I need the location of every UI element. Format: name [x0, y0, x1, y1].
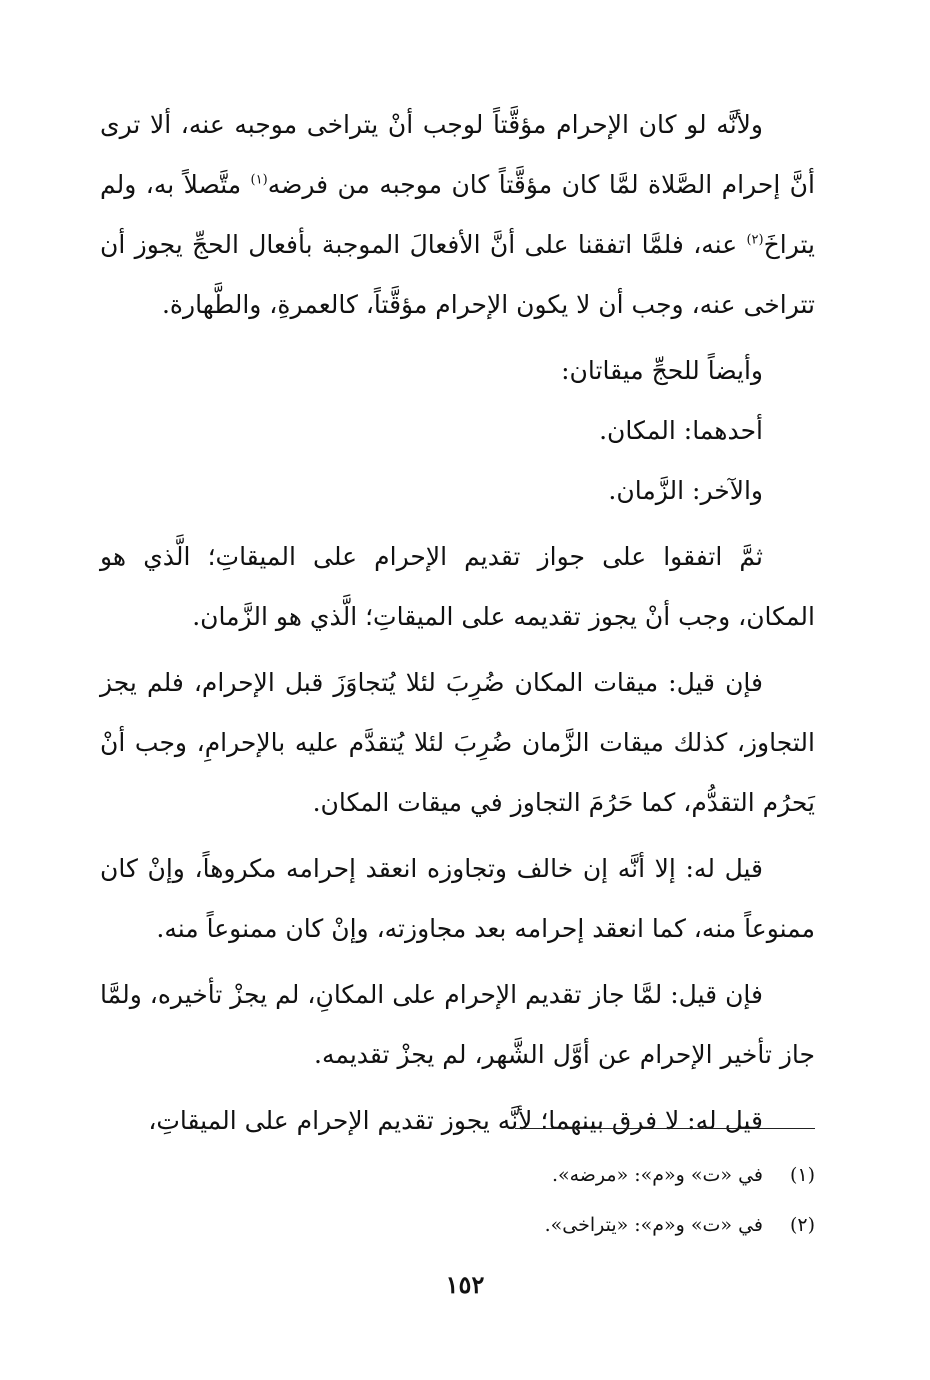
- footnote-number: (٢): [789, 1214, 815, 1236]
- paragraph-text: عنه، فلمَّا اتفقنا على أنَّ الأفعالَ الموجبة بأفعال الحجِّ يجوز أن تتراخى عنه، وجب أن لا يكون الإحرام مؤقَّتاً، كالعمرةِ، والطَّهارة.: [100, 230, 815, 319]
- paragraph-5: ثمَّ اتفقوا على جواز تقديم الإحرام على الميقاتِ؛ الَّذي هو المكان، وجب أنْ يجوز تقديمه على الميقاتِ؛ الَّذي هو الزَّمان.: [100, 542, 815, 631]
- footnote-divider: [515, 1128, 815, 1129]
- paragraph-text: ولأنَّه لو كان الإحرام مؤقَّتاً لوجب أنْ يتراخى موجبه عنه، ألا ترى أنَّ إحرام الصَّلاة لمَّا كان مؤقَّتاً كان موجبه من فرضه: [100, 110, 815, 199]
- paragraph-1: [100, 95, 815, 335]
- paragraph-6: فإن قيل: ميقات المكان ضُرِبَ لئلا يُتجاوَزَ قبل الإحرام، فلم يجز التجاوز، كذلك ميقات الزَّمان ضُرِبَ لئلا يُتقدَّم عليه بالإحرامِ، وجب أنْ يَحرُم التقدُّم، كما حَرُمَ التجاوز في ميقات المكان.: [100, 668, 815, 817]
- paragraph-9: قيل له: لا فرق بينهما؛ لأنَّه يجوز تقديم الإحرام على الميقاتِ،: [148, 1106, 763, 1135]
- footnote-marker-1: (١): [250, 172, 268, 188]
- footnote-marker-2: (٢): [746, 232, 764, 248]
- page-number: ١٥٢: [445, 1270, 485, 1299]
- main-text: [100, 95, 815, 1157]
- footnote-text: في «ت» و«م»: «يتراخى».: [544, 1214, 763, 1236]
- paragraph-7: قيل له: إلا أنَّه إن خالف وتجاوزه انعقد إحرامه مكروهاً، وإنْ كان ممنوعاً منه، كما انعقد إحرامه بعد مجاوزته، وإنْ كان ممنوعاً منه.: [100, 854, 815, 943]
- footnotes: [100, 1150, 815, 1250]
- footnote-1: [100, 1150, 815, 1200]
- paragraph-8: فإن قيل: لمَّا جاز تقديم الإحرام على المكانِ، لم يجزْ تأخيره، ولمَّا جاز تأخير الإحرام عن أوَّل الشَّهر، لم يجزْ تقديمه.: [100, 980, 815, 1069]
- footnote-2: [100, 1200, 815, 1250]
- paragraph-2: وأيضاً للحجِّ ميقاتان:: [561, 356, 763, 385]
- footnote-number: (١): [789, 1164, 815, 1186]
- paragraph-4: والآخر: الزَّمان.: [608, 476, 763, 505]
- paragraph-text: متَّصلاً به، ولم يتراخَ: [100, 170, 815, 259]
- paragraph-3: أحدهما: المكان.: [599, 416, 763, 445]
- footnote-text: في «ت» و«م»: «مرضه».: [551, 1164, 763, 1186]
